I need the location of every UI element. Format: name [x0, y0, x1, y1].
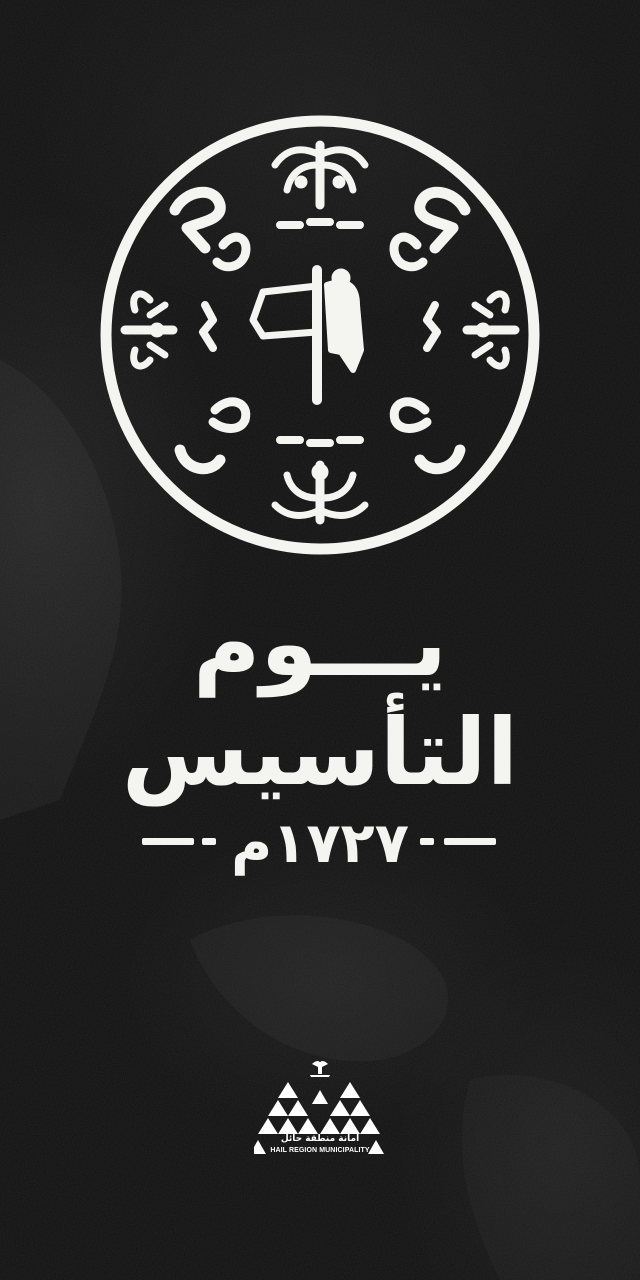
- center-flag-icon: [253, 269, 361, 400]
- palm-tree-icon-top: [275, 145, 365, 205]
- municipality-name-english: HAIL REGION MUNICIPALITY: [270, 1147, 370, 1154]
- founding-year: ١٧٢٧م: [231, 811, 409, 876]
- poster-title: [120, 590, 520, 830]
- year-row: [120, 800, 520, 880]
- divider-dash: [420, 838, 434, 845]
- founding-day-emblem-icon: [95, 110, 545, 560]
- municipality-name-arabic: امانة منطقة حائل: [280, 1134, 360, 1144]
- hail-municipality-logo-icon: [254, 1060, 386, 1160]
- divider-dash: [444, 838, 496, 845]
- divider-dash: [142, 838, 194, 845]
- palm-tree-icon-bottom: [275, 464, 365, 520]
- palm-tree-icon-left: [125, 294, 173, 366]
- title-line-day: يـــوم: [193, 590, 447, 697]
- title-line-founding: التأسيس: [121, 699, 519, 806]
- palm-tree-icon-right: [467, 294, 515, 366]
- divider-dash: [202, 838, 216, 845]
